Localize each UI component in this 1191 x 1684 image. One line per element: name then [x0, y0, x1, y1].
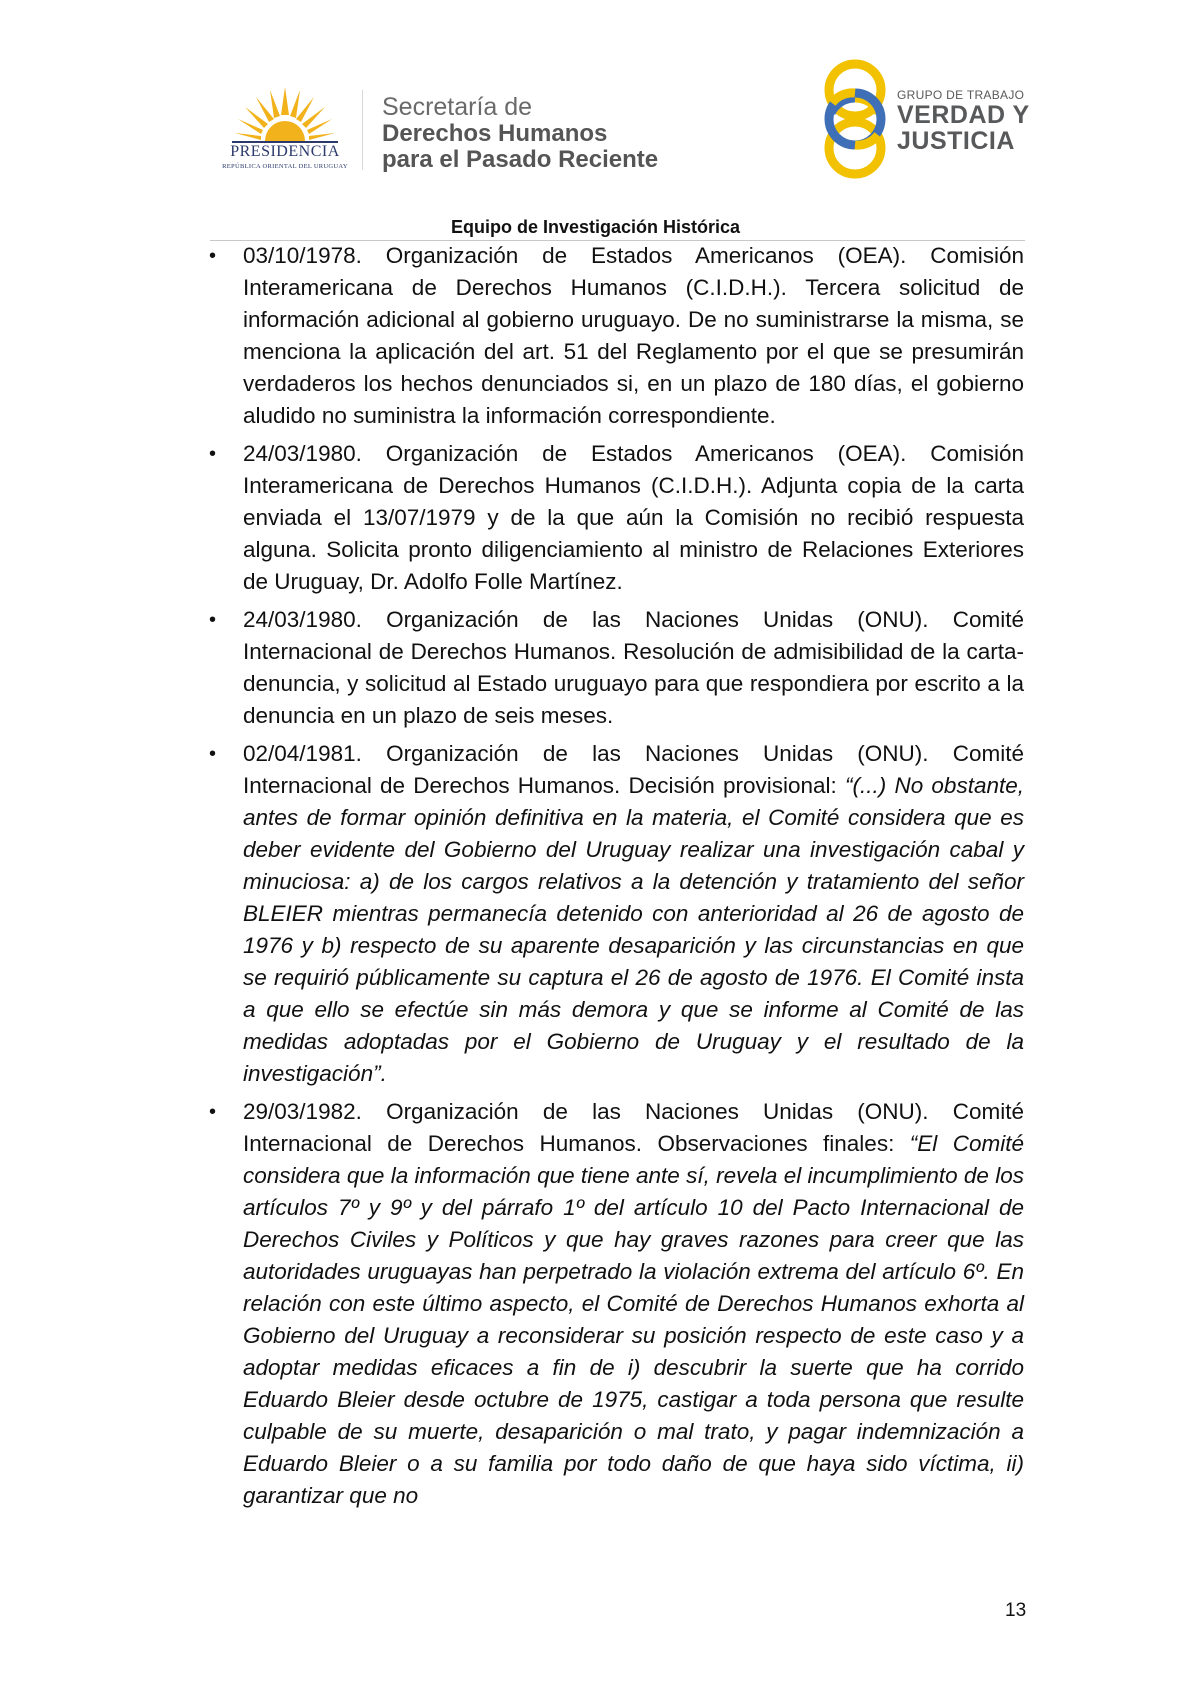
- bullet-icon: •: [209, 245, 217, 267]
- bullet-icon: •: [209, 609, 217, 631]
- entry-text: [243, 240, 1024, 432]
- page-number: 13: [1005, 1600, 1027, 1621]
- list-item: [209, 438, 1024, 598]
- entry-quote: “El Comité considera que la información que tiene ante sí, revela el incumplimiento de los artículos 7º y 9º y del párrafo 1º del artículo 10 del Pacto Internacional de Derechos Civiles y Políticos y que hay graves razones para creer que las autoridades uruguayas han perpetrado la violación extrema del artículo 6º. En relación con este último aspecto, el Comité de Derechos Humanos exhorta al Gobierno del Uruguay a reconsiderar su posición respecto de este caso y a adoptar medidas eficaces a fin de i) descubrir la suerte que ha corrido Eduardo Bleier desde octubre de 1975, castigar a toda persona que resulte culpable de su muerte, desaparición o mal trato, y pagar indemnización a Eduardo Bleier o a su familia por todo daño de que haya sido víctima, ii) garantizar que no: [243, 1131, 1024, 1508]
- entry-text: [243, 738, 1024, 1090]
- secretaria-line-3: para el Pasado Reciente: [382, 146, 659, 173]
- entry-body: 02/04/1981. Organización de las Naciones Unidas (ONU). Comité Internacional de Derechos Humanos. Decisión provisional:: [243, 741, 1024, 798]
- list-item: [209, 604, 1024, 732]
- entry-body: 29/03/1982. Organización de las Naciones Unidas (ONU). Comité Internacional de Derechos Humanos. Observaciones finales:: [243, 1099, 1024, 1156]
- entry-quote: “(...) No obstante, antes de formar opinión definitiva en la materia, el Comité considera que es deber evidente del Gobierno del Uruguay realizar una investigación cabal y minuciosa: a) de los cargos relativos a la detención y tratamiento del señor BLEIER mientras permanecía detenido con anterioridad al 26 de agosto de 1976 y b) respecto de su aparente desaparición y las circunstancias en que se requirió públicamente su captura el 26 de agosto de 1976. El Comité insta a que ello se efectúe sin más demora y que se informe al Comité de las medidas adoptadas por el Gobierno de Uruguay y el resultado de la investigación”.: [243, 773, 1024, 1086]
- entry-body: 24/03/1980. Organización de las Naciones Unidas (ONU). Comité Internacional de Derechos Humanos. Resolución de admisibilidad de la carta-denuncia, y solicitud al Estado uruguayo para que respondiera por escrito a la denuncia en un plazo de seis meses.: [243, 607, 1024, 728]
- entry-body: 03/10/1978. Organización de Estados Americanos (OEA). Comisión Interamericana de Derechos Humanos (C.I.D.H.). Tercera solicitud de información adicional al gobierno uruguayo. De no suministrarse la misma, se menciona la aplicación del art. 51 del Reglamento por el que se presumirán verdaderos los hechos denunciados si, en un plazo de 180 días, el gobierno aludido no suministra la información correspondiente.: [243, 243, 1024, 428]
- bullet-icon: •: [209, 443, 217, 465]
- entry-text: [243, 438, 1024, 598]
- sun-icon: [210, 85, 360, 145]
- logo-divider: [362, 90, 363, 170]
- presidencia-subtitle: REPÚBLICA ORIENTAL DEL URUGUAY: [222, 163, 348, 170]
- team-title: Equipo de Investigación Histórica: [450, 217, 741, 237]
- presidencia-logo: [210, 85, 360, 175]
- verdad-justicia-logo-text: [897, 88, 1030, 154]
- list-item: [209, 738, 1024, 1090]
- entry-text: [243, 604, 1024, 732]
- list-item: [209, 240, 1024, 432]
- secretaria-line-1: Secretaría de: [382, 93, 533, 121]
- bullet-icon: •: [209, 1101, 217, 1123]
- group-name-line-2: JUSTICIA: [897, 127, 1015, 155]
- group-name-line-1: VERDAD Y: [897, 101, 1030, 129]
- entry-text: [243, 1096, 1024, 1512]
- page-header: [0, 0, 1191, 240]
- presidencia-name: PRESIDENCIA: [230, 143, 340, 160]
- secretaria-logo-text: [382, 94, 658, 173]
- bullet-icon: •: [209, 743, 217, 765]
- verdad-justicia-rings-icon: [820, 58, 890, 180]
- list-item: [209, 1096, 1024, 1512]
- group-label: GRUPO DE TRABAJO: [897, 88, 1025, 102]
- chronology-list: [209, 240, 1024, 1518]
- entry-body: 24/03/1980. Organización de Estados Americanos (OEA). Comisión Interamericana de Derechos Humanos (C.I.D.H.). Adjunta copia de la carta enviada el 13/07/1979 y de la que aún la Comisión no recibió respuesta alguna. Solicita pronto diligenciamiento al ministro de Relaciones Exteriores de Uruguay, Dr. Adolfo Folle Martínez.: [243, 441, 1024, 594]
- secretaria-line-2: Derechos Humanos: [382, 120, 608, 147]
